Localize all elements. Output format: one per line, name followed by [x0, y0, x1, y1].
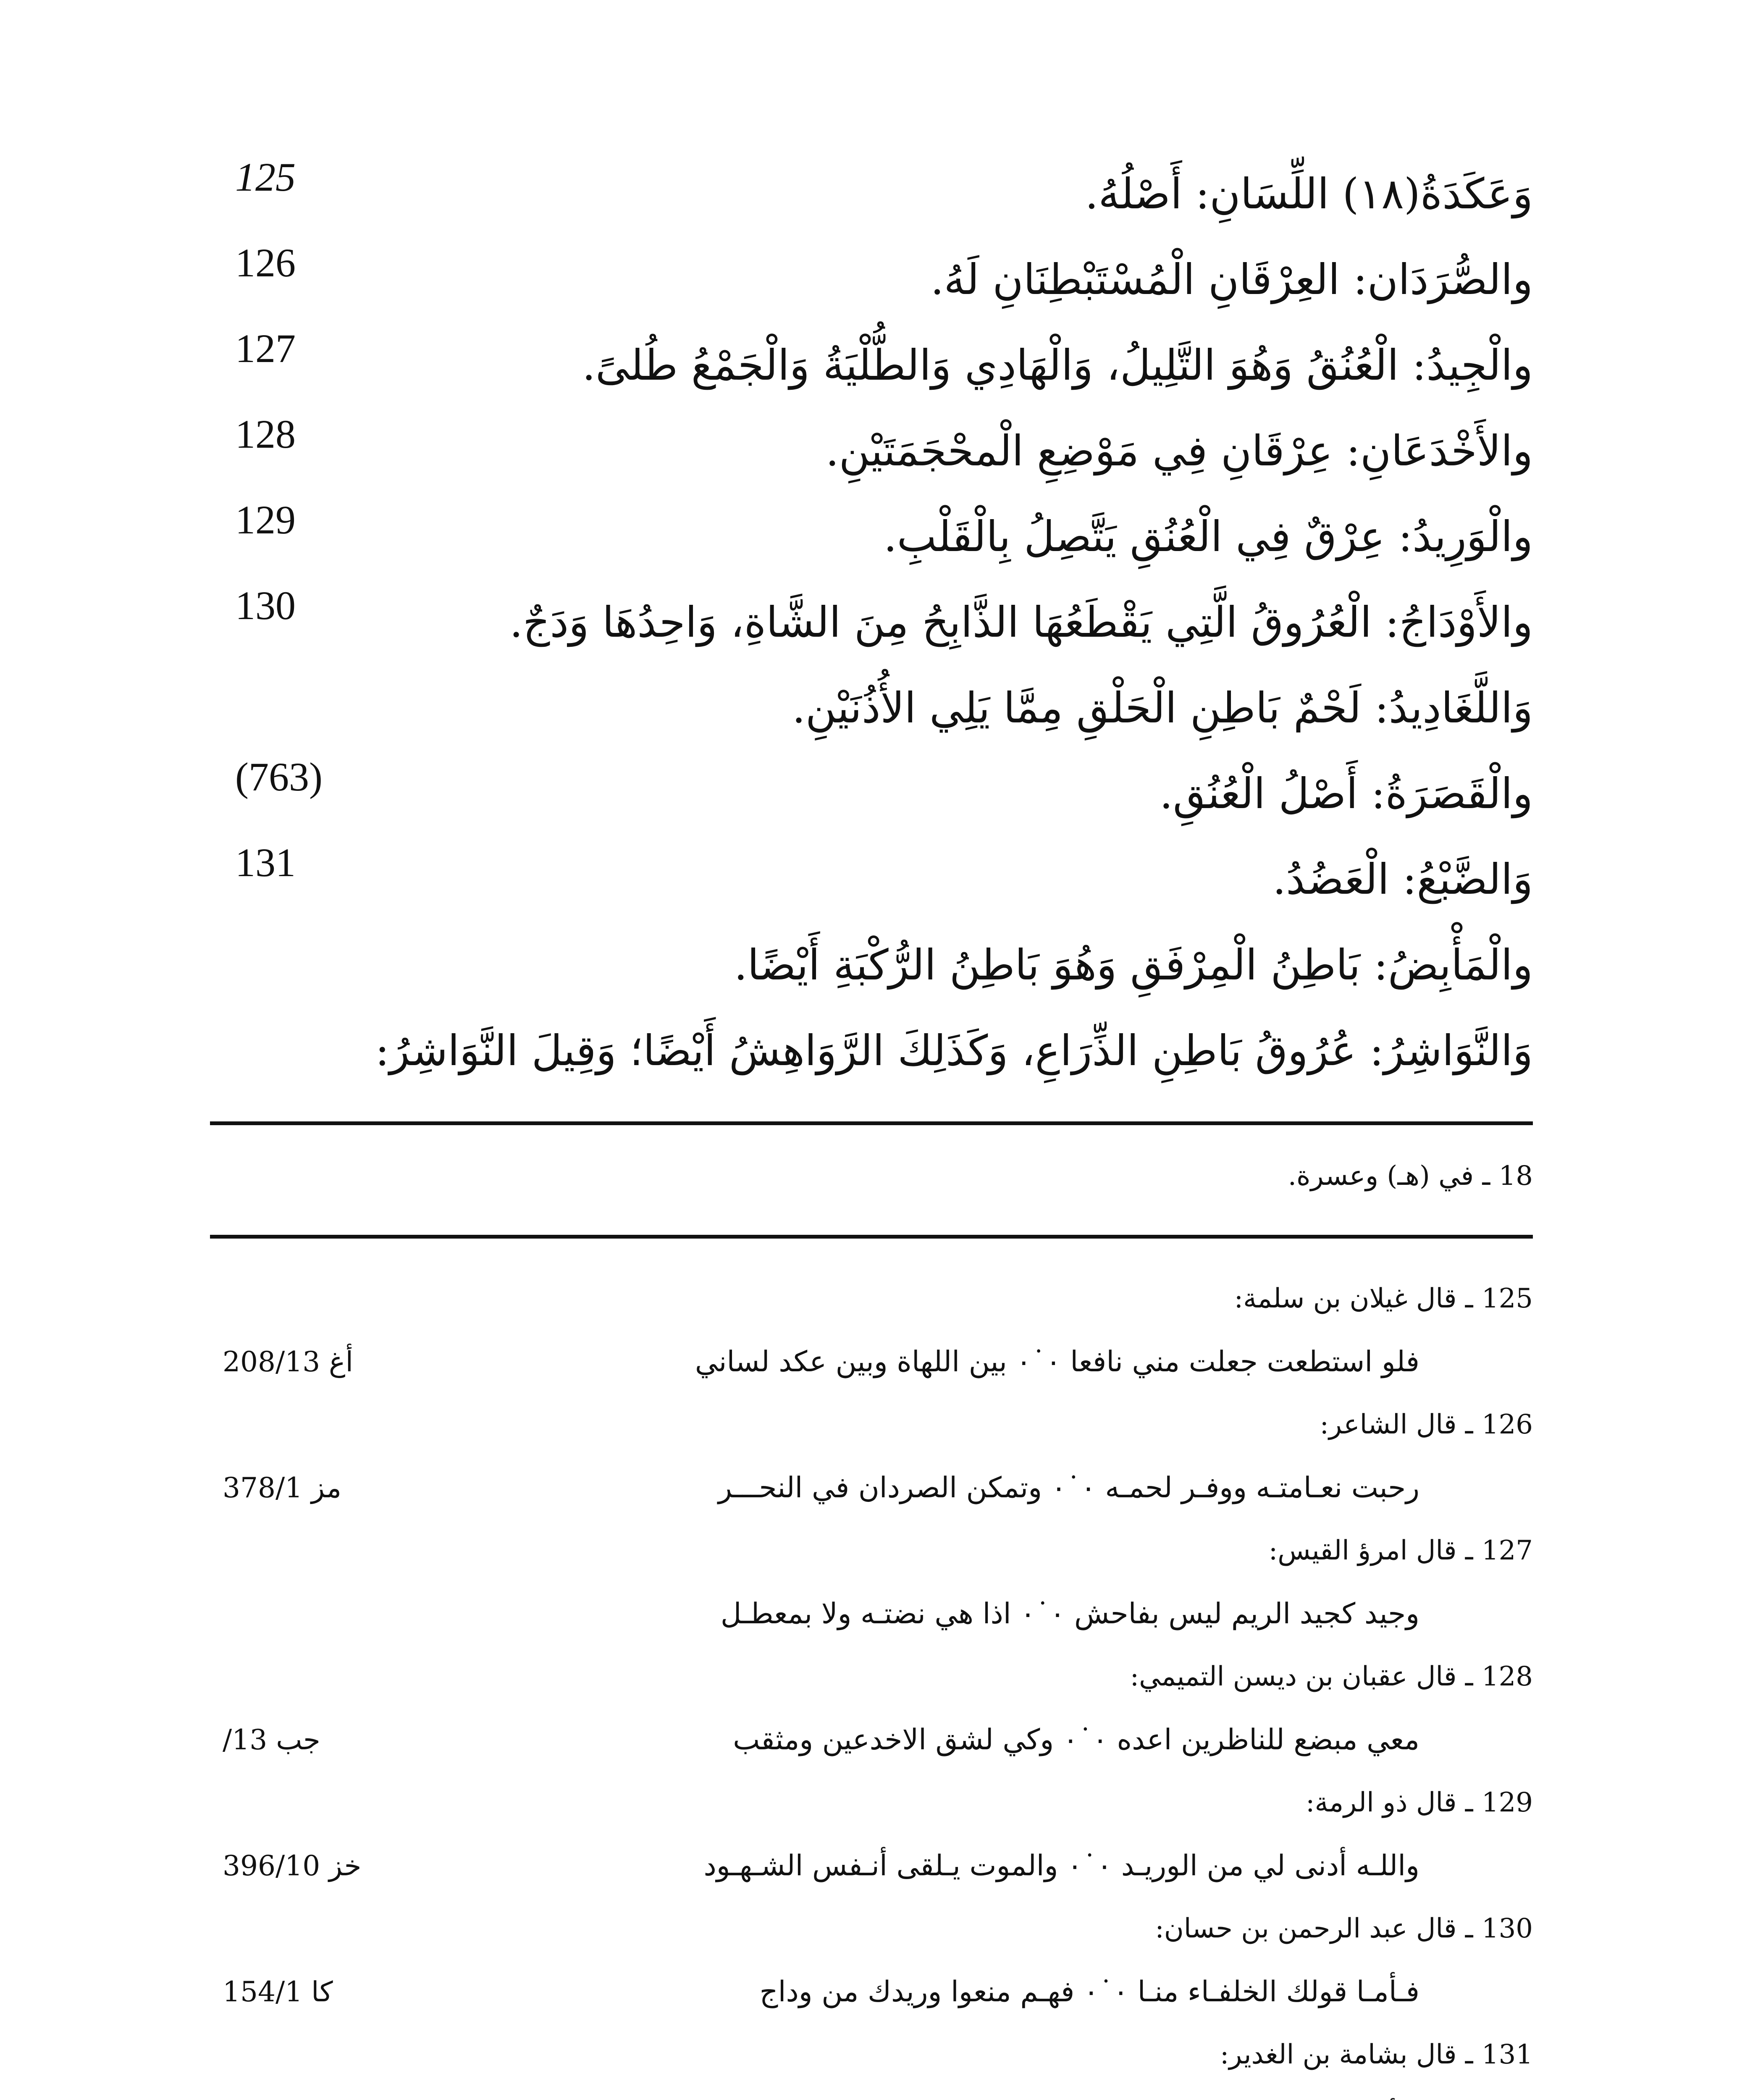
- entry-text: والْقَصَرَةُ: أَصْلُ الْعُنُقِ.: [1160, 769, 1533, 818]
- verse-text: فلو استطعت جعلت مني نافعا ٠˙٠ بين اللهاة وبين عكد لساني: [695, 1345, 1419, 1378]
- citations-divider: [210, 1235, 1533, 1239]
- verse-source: جب 13/: [223, 1724, 320, 1756]
- citation-verse-line: [210, 1707, 1533, 1772]
- entry-text: والْوَرِيدُ: عِرْقٌ فِي الْعُنُقِ يَتَّصِلُ بِالْقَلْبِ.: [884, 512, 1533, 561]
- entry-text: والْمَأْبِضُ: بَاطِنُ الْمِرْفَقِ وَهُوَ بَاطِنُ الرُّكْبَةِ أَيْضًا.: [734, 940, 1533, 990]
- entry-text: وَالنَّوَاشِرُ: عُرُوقُ بَاطِنِ الذِّرَاعِ، وَكَذَلِكَ الرَّوَاهِشُ أَيْضًا؛ وَقِيلَ النَّوَاشِرُ:: [375, 1026, 1533, 1075]
- citation-heading: 131 ـ قال بشامة بن الغدير:: [1220, 2039, 1533, 2070]
- citation-heading: 127 ـ قال امرؤ القيس:: [1268, 1535, 1533, 1566]
- verse-text: رحبت نعـامتـه ووفـر لحمـه ٠˙٠ وتمكن الصردان في النحـــر: [718, 1471, 1419, 1504]
- poetry-citations: [210, 1268, 1533, 2100]
- entry-text: والصُّرَدَان: العِرْقَانِ الْمُسْتَبْطِنَانِ لَهُ.: [930, 255, 1533, 304]
- entry-text: وَاللَّغَادِيدُ: لَحْمٌ بَاطِنِ الْحَلْقِ مِمَّا يَلِي الأُذُنَيْنِ.: [792, 683, 1533, 732]
- verse-source: خز 396/10: [223, 1850, 362, 1882]
- entry-reference-number: 128: [235, 412, 296, 457]
- entry-line: [210, 494, 1533, 580]
- citation-block: [210, 1646, 1533, 1772]
- citation-heading: 126 ـ قال الشاعر:: [1320, 1409, 1533, 1440]
- entry-line: [210, 151, 1533, 237]
- entry-page-reference: (763): [235, 754, 323, 799]
- entry-text: والْجِيدُ: الْعُنُقُ وَهُوَ التَّلِيلُ، وَالْهَادِي وَالطُّلْيَةُ وَالْجَمْعُ طُلىً.: [582, 341, 1533, 390]
- citation-verse-line: [210, 1581, 1533, 1646]
- citation-block: [210, 1268, 1533, 1394]
- entry-line: [210, 1008, 1533, 1094]
- entry-reference-number: 126: [235, 240, 296, 285]
- citation-heading: 130 ـ قال عبد الرحمن بن حسان:: [1155, 1913, 1533, 1944]
- entry-text: والأَخْدَعَانِ: عِرْقَانِ فِي مَوْضِعِ الْمحْجَمَتَيْنِ.: [825, 426, 1533, 475]
- citation-verse-line: [210, 1959, 1533, 2024]
- entry-reference-number: 125: [235, 155, 296, 200]
- citation-heading: 125 ـ قال غيلان بن سلمة:: [1234, 1283, 1533, 1314]
- entry-line: [210, 408, 1533, 494]
- footnote-divider: [210, 1121, 1533, 1125]
- entry-reference-number: 131: [235, 840, 296, 885]
- entry-reference-number: 130: [235, 583, 296, 628]
- entry-line: [210, 323, 1533, 408]
- citation-block: [210, 1898, 1533, 2024]
- verse-text: [761, 2085, 1419, 2100]
- citation-verse-line: [210, 2085, 1533, 2100]
- entry-line: [210, 751, 1533, 837]
- entry-reference-number: 127: [235, 326, 296, 371]
- entry-line: [210, 237, 1533, 323]
- entry-text: وَالضَّبْعُ: الْعَضُدُ.: [1272, 855, 1533, 904]
- verse-text: واللـه أدنى لي من الوريـد ٠˙٠ والموت يـلقى أنـفس الشـهـود: [703, 1849, 1419, 1882]
- verse-source: [223, 2085, 337, 2100]
- verse-source: مز 378/1: [223, 1472, 341, 1504]
- entry-reference-number: 129: [235, 497, 296, 542]
- citation-heading: 129 ـ قال ذو الرمة:: [1305, 1787, 1533, 1818]
- citation-verse-line: [210, 1329, 1533, 1394]
- lexicon-entries: [210, 151, 1533, 1094]
- citation-block: [210, 1394, 1533, 1520]
- verse-text: وجيد كجيد الريم ليس بفاحش ٠˙٠ اذا هي نضتـه ولا بمعطـل: [720, 1597, 1419, 1630]
- footnote: 18 ـ في (هـ) وعسرة.: [1288, 1160, 1533, 1192]
- citation-verse-line: [210, 1455, 1533, 1520]
- citation-block: [210, 1520, 1533, 1646]
- entry-text: والأَوْدَاجُ: الْعُرُوقُ الَّتِي يَقْطَعُهَا الذَّابِحُ مِنَ الشَّاةِ، وَاحِدُهَا وَدَجٌ.: [509, 598, 1533, 647]
- citation-block: [210, 2024, 1533, 2100]
- entry-line: [210, 665, 1533, 751]
- verse-text: فـأمـا قولك الخلفـاء منـا ٠˙٠ فهـم منعوا وريدك من وداج: [759, 1975, 1419, 2008]
- entry-line: [210, 922, 1533, 1008]
- entry-text: وَعَكَدَةُ(١٨) اللِّسَانِ: أَصْلُهُ.: [1085, 169, 1533, 218]
- citation-heading: 128 ـ قال عقبان بن ديسن التميمي:: [1130, 1661, 1533, 1692]
- entry-line: [210, 837, 1533, 922]
- verse-source: كا 154/1: [223, 1976, 333, 2008]
- entry-line: [210, 580, 1533, 665]
- citation-block: [210, 1772, 1533, 1898]
- verse-source: أغ 208/13: [223, 1346, 353, 1378]
- citation-verse-line: [210, 1833, 1533, 1898]
- verse-text: معي مبضع للناظرين اعده ٠˙٠ وكي لشق الاخدعين ومثقب: [733, 1723, 1419, 1756]
